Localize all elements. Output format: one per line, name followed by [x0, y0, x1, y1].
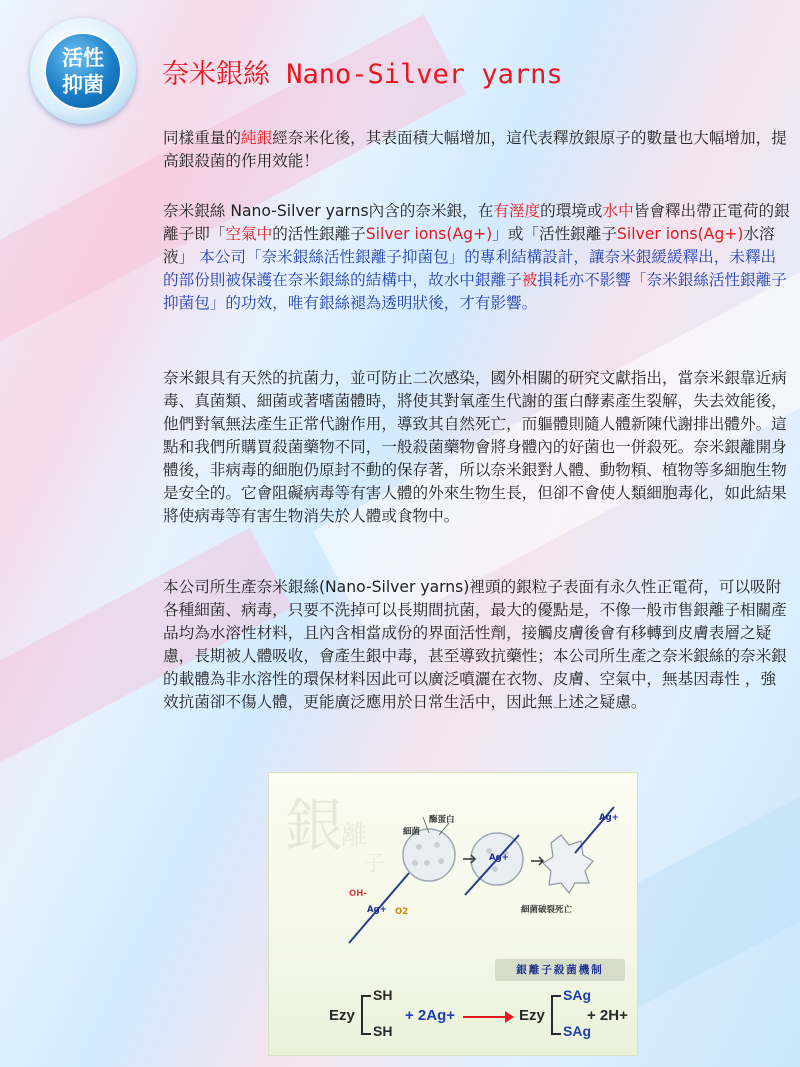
text-run: 損耗亦不影響「奈米銀絲活性銀離子抑菌包」的功效，唯有銀絲褪為透明狀後，才有影響。: [163, 271, 787, 312]
label-bacteria: 細菌: [403, 827, 421, 837]
text-run: 同樣重量的: [163, 129, 241, 147]
paragraph-3: [163, 367, 791, 528]
eq-sag-top: SAg: [563, 987, 591, 1003]
eq-right-bracket: [551, 995, 561, 1035]
eq-sh-bottom: SH: [373, 1023, 393, 1039]
reaction-arrowhead-icon: [505, 1011, 514, 1023]
arrow-icon: [463, 855, 475, 863]
text-run: 被: [521, 271, 538, 289]
badge-inner: [44, 32, 122, 110]
text-run: 本公司所生產奈米銀絲(Nano-Silver yarns)裡頭的銀粒子表面有永久性正電荷，可以吸附各種細菌、病毒，只要不洗掉可以長期間抗菌，最大的優點是，不像一般市售銀離子相關產品均為水溶性材料，且內含相當成份的界面活性劑，接觸皮膚後會有移轉到皮膚表層之疑慮，長期被人體吸收，會產生銀中毒，甚至導致抗藥性；本公司所生產之奈米銀絲的奈米銀的載體為非水溶性的環保材料因此可以廣泛噴灑在衣物、皮膚、空氣中，無基因毒性 ，強效抗菌卻不傷人體，更能廣泛應用於日常生活中，因此無上述之疑慮。: [163, 578, 787, 711]
label-enzyme: 酶蛋白: [429, 815, 455, 825]
text-run: 皆會釋出帶正電荷的銀離子即「: [163, 202, 790, 243]
arrow-icon: [531, 857, 543, 865]
label-oh: OH-: [349, 889, 367, 899]
reaction-arrow-icon: [463, 1016, 507, 1018]
eq-plus-h: + 2H+: [587, 1007, 628, 1024]
eq-left-enzyme: Ezy: [329, 1007, 355, 1024]
label-ag-3: Ag+: [599, 813, 619, 823]
text-run: 水溶液」: [163, 225, 775, 266]
text-run: Silver ions(Ag+): [616, 225, 744, 243]
page-title: 奈米銀絲 Nano-Silver yarns: [162, 59, 563, 90]
paragraph-4: [163, 576, 791, 714]
eq-sag-bottom: SAg: [563, 1023, 591, 1039]
text-run: 奈米銀絲 Nano-Silver yarns內含的奈米銀，在: [163, 202, 494, 220]
mechanism-figure: [268, 772, 638, 1056]
paragraph-2: [163, 200, 791, 315]
eq-plus-ag: + 2Ag+: [405, 1007, 456, 1024]
badge-line-1: 活性: [62, 46, 104, 70]
text-run: 純銀: [240, 129, 273, 147]
text-run: 奈米銀具有天然的抗菌力，並可防止二次感染，國外相關的研究文獻指出，當奈米銀靠近病毒、真菌類、細菌或著嗜菌體時，將使其對氧產生代謝的蛋白酵素產生裂解，失去效能後，他們對氧無法產生正常代謝作用，導致其自然死亡，而軀體則隨人體新陳代謝排出體外。這點和我們所購買殺菌藥物不同，一般殺菌藥物會將身體內的好菌也一併殺死。奈米銀離開身體後，非病毒的細胞仍原封不動的保存著，所以奈米銀對人體、動物頪、植物等多細胞生物是安全的。它會阻礙病毒等有害人體的外來生物生長，但卻不會使人類細胞毒化，如此結果將使病毒等有害生物消失於人體或食物中。: [163, 369, 787, 525]
text-run: 的環境或: [540, 202, 603, 220]
eq-left-bracket: [361, 995, 371, 1035]
badge: [30, 18, 136, 124]
text-run: 經奈米化後，其表面積大幅增加，這代表釋放銀原子的數量也大幅增加，提高銀殺菌的作用效能！: [163, 129, 787, 170]
label-o2: O2: [395, 907, 409, 917]
mechanism-caption: 銀離子殺菌機制: [495, 959, 625, 981]
broken-cell-icon: [543, 835, 593, 893]
figure-watermark: 銀: [285, 792, 344, 860]
text-run: 有溼度: [493, 202, 541, 220]
figure-watermark-2: 離: [341, 821, 368, 851]
text-run: 本公司「奈米銀絲活性銀離子抑菌包」的專利結構設計，讓奈米銀緩緩釋出，未釋出的部份則被保護在奈米銀絲的結構中，故水中銀離子: [163, 248, 777, 289]
mechanism-illustration: [269, 773, 637, 953]
eq-sh-top: SH: [373, 987, 393, 1003]
badge-line-2: 抑菌: [62, 73, 104, 97]
figure-watermark-3: 子: [363, 852, 386, 877]
label-ag-2: Ag+: [489, 853, 509, 863]
label-cell-death: 細菌破裂死亡: [521, 905, 573, 915]
text-run: 水中: [602, 202, 634, 220]
eq-right-enzyme: Ezy: [519, 1007, 545, 1024]
text-run: 空氣中: [225, 225, 273, 243]
text-run: 的活性銀離子: [272, 225, 366, 243]
label-ag-1: Ag+: [367, 905, 387, 915]
text-run: Silver ions(Ag+): [365, 225, 493, 243]
text-run: 」或「活性銀離子: [492, 225, 617, 243]
paragraph-1: [163, 127, 791, 173]
